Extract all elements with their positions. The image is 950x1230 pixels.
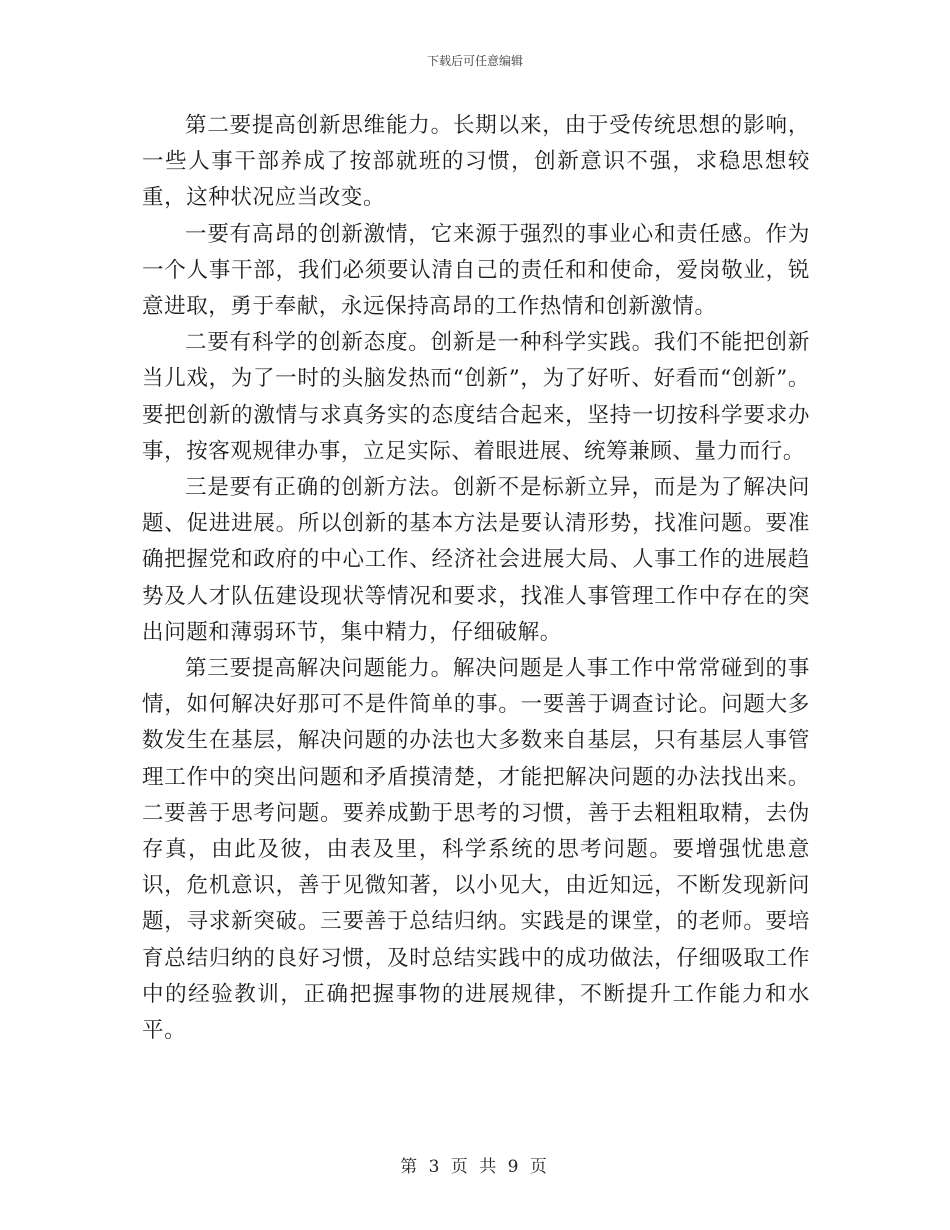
- page-footer: 第 3 页 共 9 页: [400, 1157, 550, 1177]
- paragraph-4: 三是要有正确的创新方法。创新不是标新立异，而是为了解决问题、促进进展。所以创新的基本方法是要认清形势，找准问题。要准确把握党和政府的中心工作、经济社会进展大局、人事工作的进展趋势及人才队伍建设现状等情况和要求，找准人事管理工作中存在的突出问题和薄弱环节，集中精力，仔细破解。: [142, 475, 810, 645]
- document-body: [142, 108, 810, 1049]
- paragraph-1: 第二要提高创新思维能力。长期以来，由于受传统思想的影响，一些人事干部养成了按部就班的习惯，创新意识不强，求稳思想较重，这种状况应当改变。: [142, 113, 810, 211]
- page-header: 下载后可任意编辑: [426, 54, 523, 68]
- paragraph-5: 第三要提高解决问题能力。解决问题是人事工作中常常碰到的事情，如何解决好那可不是件简单的事。一要善于调查讨论。问题大多数发生在基层，解决问题的办法也大多数来自基层，只有基层人事管理工作中的突出问题和矛盾摸清楚，才能把解决问题的办法找出来。二要善于思考问题。要养成勤于思考的习惯，善于去粗粗取精，去伪存真，由此及彼，由表及里，科学系统的思考问题。要增强忧患意识，危机意识，善于见微知著，以小见大，由近知远，不断发现新问题，寻求新突破。三要善于总结归纳。实践是的课堂，的老师。要培育总结归纳的良好习惯，及时总结实践中的成功做法，仔细吸取工作中的经验教训，正确把握事物的进展规律，不断提升工作能力和水平。: [142, 656, 810, 1044]
- paragraph-3: 二要有科学的创新态度。创新是一种科学实践。我们不能把创新当儿戏，为了一时的头脑发热而“创新”，为了好听、好看而“创新”。要把创新的激情与求真务实的态度结合起来，坚持一切按科学要求办事，按客观规律办事，立足实际、着眼进展、统筹兼顾、量力而行。: [142, 330, 810, 464]
- paragraph-2: 一要有高昂的创新激情，它来源于强烈的事业心和责任感。作为一个人事干部，我们必须要认清自己的责任和和使命，爱岗敬业，锐意进取，勇于奉献，永远保持高昂的工作热情和创新激情。: [142, 221, 810, 320]
